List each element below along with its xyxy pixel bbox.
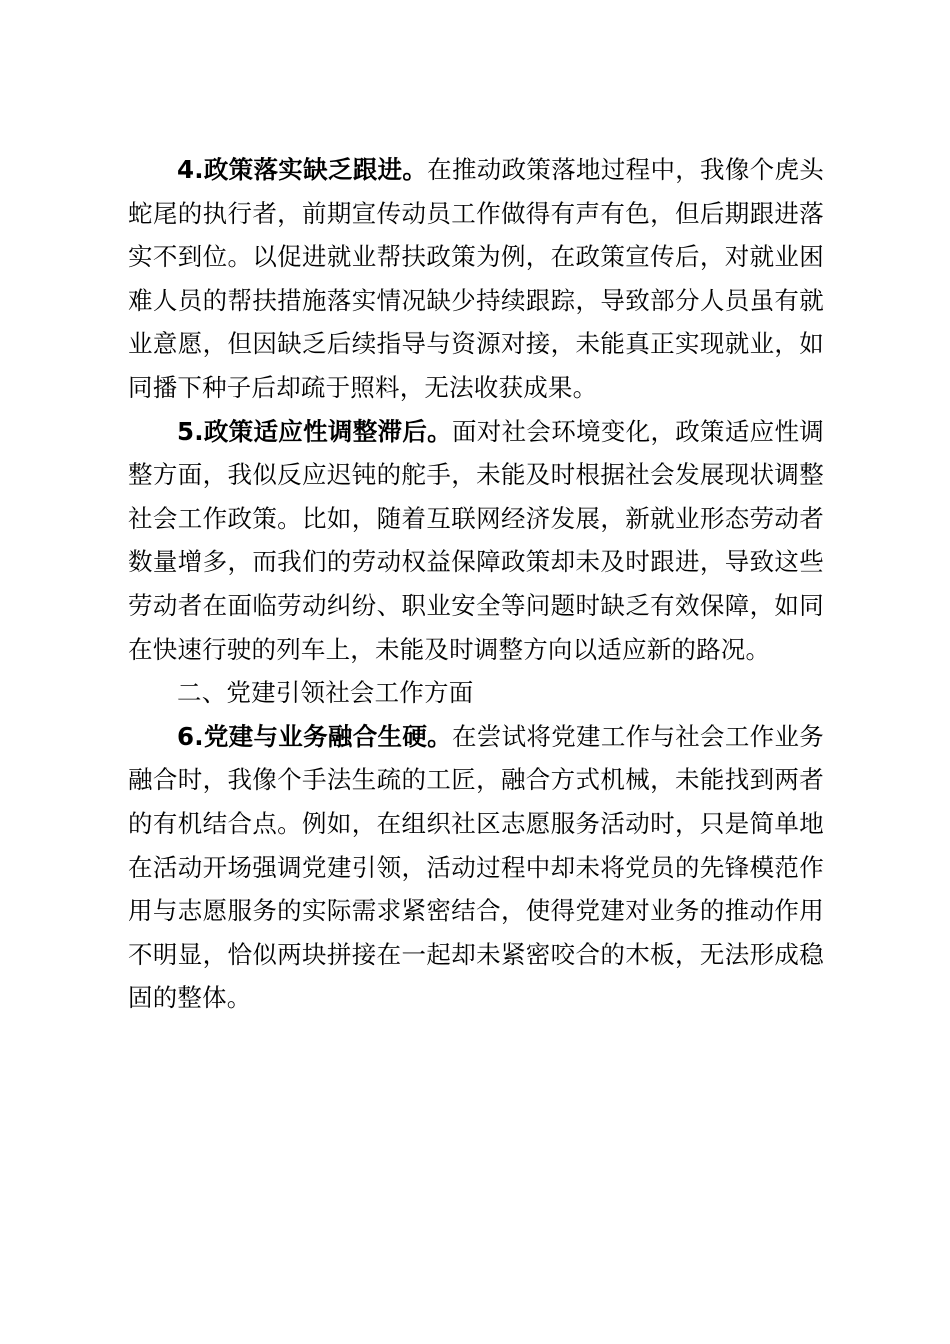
paragraph-6-body: 在尝试将党建工作与社会工作业务融合时，我像个手法生疏的工匠，融合方式机械，未能找到两者的有机结合点。例如，在组织社区志愿服务活动时，只是简单地在活动开场强调党建引领，活动过程中却未将党员的先锋模范作用与志愿服务的实际需求紧密结合，使得党建对业务的推动作用不明显，恰似两块拼接在一起却未紧密咬合的木板，无法形成稳固的整体。 [128, 721, 824, 1013]
paragraph-6 [128, 715, 824, 1020]
paragraph-5-body: 面对社会环境变化，政策适应性调整方面，我似反应迟钝的舵手，未能及时根据社会发展现状调整社会工作政策。比如，随着互联网经济发展，新就业形态劳动者数量增多，而我们的劳动权益保障政策却未及时跟进，导致这些劳动者在面临劳动纠纷、职业安全等问题时缺乏有效保障，如同在快速行驶的列车上，未能及时调整方向以适应新的路况。 [128, 416, 824, 664]
paragraph-6-lead: 6.党建与业务融合生硬。 [177, 721, 452, 751]
paragraph-4-lead: 4.政策落实缺乏跟进。 [177, 155, 428, 184]
paragraph-5 [128, 410, 824, 672]
paragraph-4 [128, 148, 824, 410]
section-heading: 二、党建引领社会工作方面 [177, 678, 474, 708]
document-body [128, 148, 824, 1020]
paragraph-5-lead: 5.政策适应性调整滞后。 [177, 416, 452, 446]
paragraph-4-body: 在推动政策落地过程中，我像个虎头蛇尾的执行者，前期宣传动员工作做得有声有色，但后期跟进落实不到位。以促进就业帮扶政策为例，在政策宣传后，对就业困难人员的帮扶措施落实情况缺少持续跟踪，导致部分人员虽有就业意愿，但因缺乏后续指导与资源对接，未能真正实现就业，如同播下种子后却疏于照料，无法收获成果。 [128, 155, 824, 402]
